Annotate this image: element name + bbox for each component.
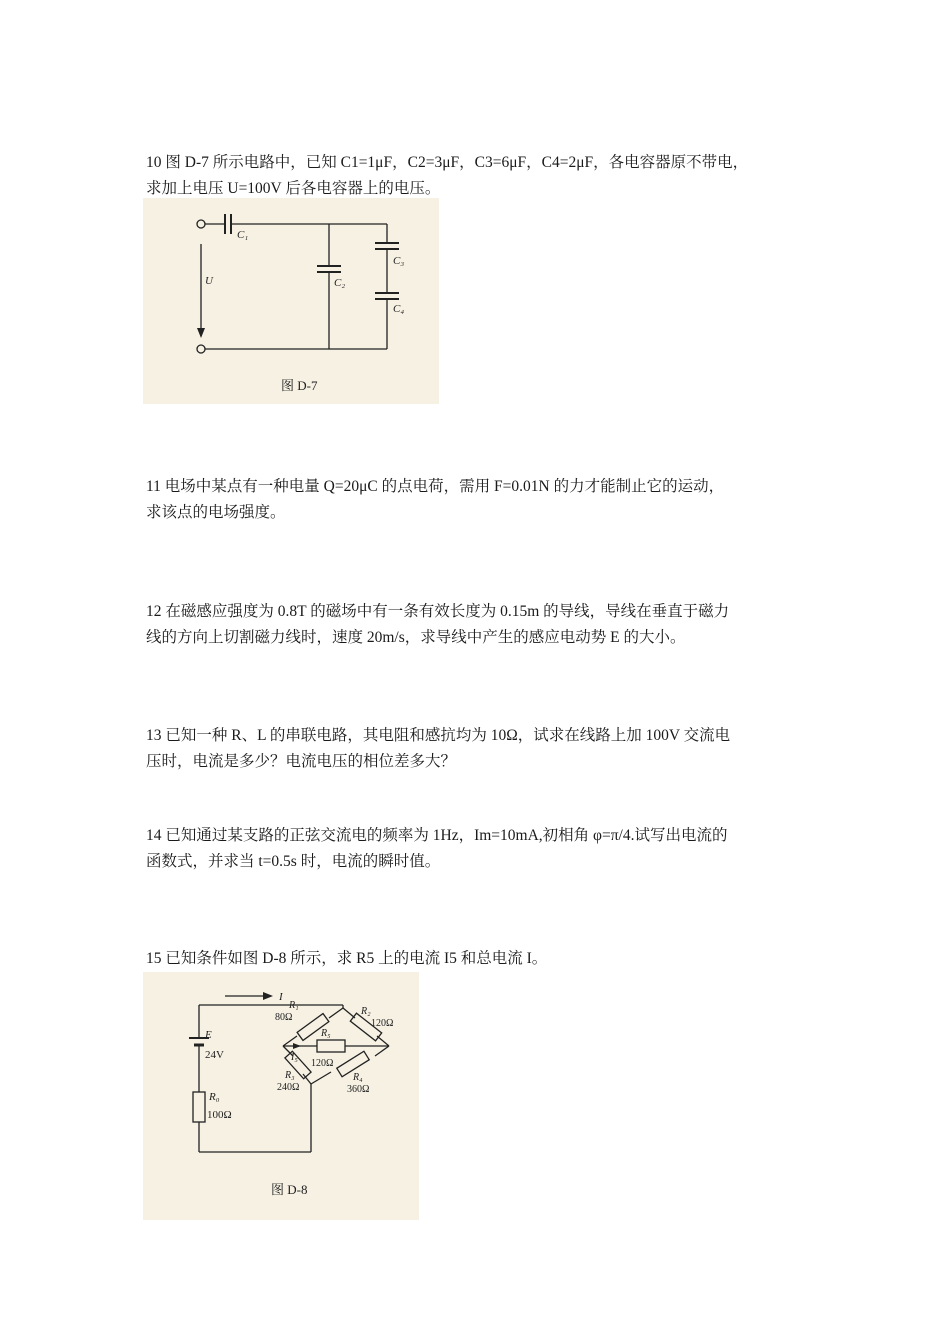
label-c2: C₂ bbox=[334, 277, 346, 289]
figure-d7-circuit bbox=[143, 198, 439, 404]
figure-d8-caption: 图 D-8 bbox=[271, 1182, 308, 1197]
question-10-line2: 求加上电压 U=100V 后各电容器上的电压。 bbox=[146, 180, 441, 197]
question-10-line1: 10 图 D-7 所示电路中，已知 C1=1μF，C2=3μF，C3=6μF，C4=2μF，各电容器原不带电， bbox=[146, 154, 749, 171]
question-15-line1: 15 已知条件如图 D-8 所示，求 R5 上的电流 I5 和总电流 I。 bbox=[146, 950, 548, 967]
i5-arrow-icon bbox=[293, 1043, 301, 1049]
label-r3: R₃ bbox=[285, 1070, 295, 1081]
label-c1: C₁ bbox=[237, 229, 249, 241]
label-r1: R₁ bbox=[289, 1000, 299, 1011]
question-13-line1: 13 已知一种 R、L 的串联电路，其电阻和感抗均为 10Ω，试求在线路上加 100V 交流电 bbox=[146, 727, 731, 744]
label-c3: C₃ bbox=[393, 255, 405, 267]
figure-d7 bbox=[143, 198, 439, 404]
question-15 bbox=[146, 946, 826, 972]
question-12 bbox=[146, 599, 826, 651]
label-i5: I₅ bbox=[291, 1052, 298, 1063]
label-i: I bbox=[279, 991, 283, 1003]
label-u: U bbox=[205, 275, 213, 287]
label-e-value: 24V bbox=[205, 1049, 224, 1061]
label-r2-value: 120Ω bbox=[371, 1018, 394, 1029]
terminal-bottom bbox=[197, 345, 205, 353]
terminal-top bbox=[197, 220, 205, 228]
label-c4: C₄ bbox=[393, 303, 405, 315]
figure-d8-circuit bbox=[143, 972, 419, 1220]
label-r4: R₄ bbox=[353, 1072, 363, 1083]
question-13-line2: 压时，电流是多少？电流电压的相位差多大？ bbox=[146, 753, 457, 770]
label-r0: R₀ bbox=[209, 1091, 220, 1103]
label-r1-value: 80Ω bbox=[275, 1012, 293, 1023]
question-11-line2: 求该点的电场强度。 bbox=[146, 504, 286, 521]
figure-d7-caption: 图 D-7 bbox=[281, 378, 318, 393]
question-14-line2: 函数式，并求当 t=0.5s 时，电流的瞬时值。 bbox=[146, 853, 441, 870]
label-e: E bbox=[205, 1029, 212, 1041]
question-10 bbox=[146, 150, 826, 202]
voltage-arrow-icon bbox=[197, 328, 205, 338]
question-12-line2: 线的方向上切割磁力线时，速度 20m/s，求导线中产生的感应电动势 E 的大小。 bbox=[146, 629, 686, 646]
label-r0-value: 100Ω bbox=[207, 1109, 232, 1121]
question-14-line1: 14 已知通过某支路的正弦交流电的频率为 1Hz，Im=10mA,初相角 φ=π/4.试写出电流的 bbox=[146, 827, 728, 844]
label-r5-value: 120Ω bbox=[311, 1058, 334, 1069]
figure-d8 bbox=[143, 972, 419, 1220]
question-11-line1: 11 电场中某点有一种电量 Q=20μC 的点电荷，需用 F=0.01N 的力才能制止它的运动， bbox=[146, 478, 725, 495]
label-r4-value: 360Ω bbox=[347, 1084, 370, 1095]
question-12-line1: 12 在磁感应强度为 0.8T 的磁场中有一条有效长度为 0.15m 的导线，导线在垂直于磁力 bbox=[146, 603, 730, 620]
label-r5: R₅ bbox=[321, 1028, 331, 1039]
question-11 bbox=[146, 474, 826, 526]
question-13 bbox=[146, 723, 826, 775]
current-arrow-icon bbox=[263, 992, 273, 1000]
label-r3-value: 240Ω bbox=[277, 1082, 300, 1093]
label-r2: R₂ bbox=[361, 1006, 371, 1017]
question-14 bbox=[146, 823, 826, 875]
